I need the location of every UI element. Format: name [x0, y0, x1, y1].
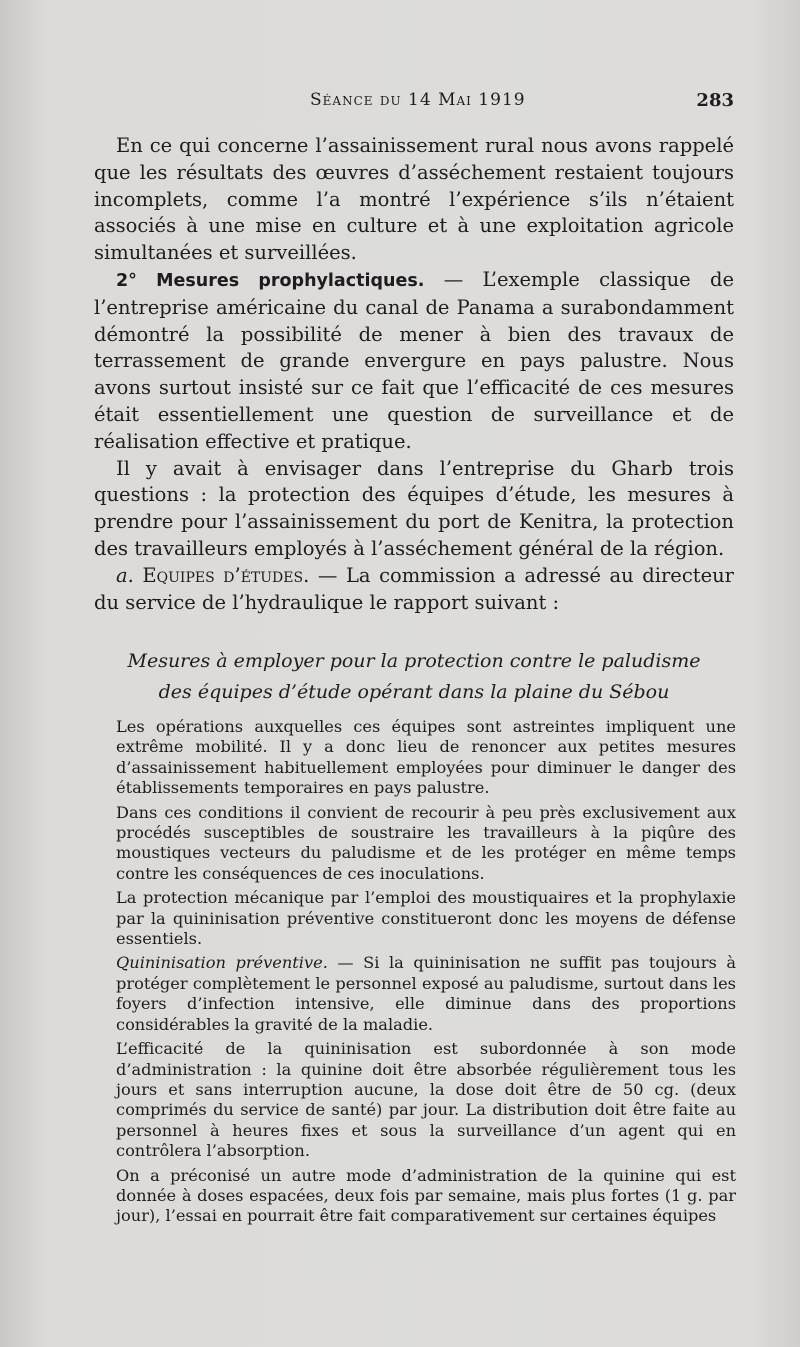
- paragraph-prophylactic-text: — L’exemple classique de l’entreprise américaine du canal de Panama a surabondamment démontré la possibilité de mener à bien des travaux de terrassement de grande envergure en pays palustre. Nous avons surtout insisté sur ce fait que l’efficacité de ces mesures était essentiellement une question de surveillance et de réalisation effective et pratique.: [94, 267, 734, 453]
- report-paragraph-alternative-dosing: On a préconisé un autre mode d’administration de la quinine qui est donnée à doses espacées, deux fois par semaine, mais plus fortes (1 g. par jour), l’essai en pourrait être fait comparativement sur certaines équipes: [116, 1165, 736, 1226]
- subsection-heading-study-teams: Equipes d’études.: [133, 563, 310, 587]
- report-paragraph-quininisation-text: — Si la quininisation ne suffit pas toujours à protéger complètement le personnel exposé au paludisme, surtout dans les foyers d’infection intensive, elle diminue dans des proportions considérables la gravité de la maladie.: [116, 953, 736, 1034]
- report-paragraph-mobility: Les opérations auxquelles ces équipes sont astreintes impliquent une extrême mobilité. Il y a donc lieu de renoncer aux petites mesures d’assainissement habituellement employées pour diminuer le danger des établissements temporaires en pays palustre.: [116, 717, 736, 798]
- report-paragraph-efficacy: L’efficacité de la quininisation est subordonnée à son mode d’administration : la quinine doit être absorbée régulièrement tous les jours et sans interruption aucune, la dose doit être de 50 cg. (deux comprimés du service de santé) par jour. La distribution doit être faite au personnel à heures fixes et sous la surveillance d’un agent qui en contrôlera l’absorption.: [116, 1039, 736, 1161]
- paragraph-rural-sanitation: En ce qui concerne l’assainissement rural nous avons rappelé que les résultats des œuvres d’asséchement restaient toujours incomplets, comme l’a montré l’expérience s’ils n’étaient associés à une mise en culture et à une exploitation agricole simultanées et surveillées.: [94, 134, 734, 265]
- main-text: [94, 133, 734, 616]
- paragraph-three-questions: Il y avait à envisager dans l’entreprise du Gharb trois questions : la protection des équipes d’étude, les mesures à prendre pour l’assainissement du port de Kenitra, la protection des travailleurs employés à l’asséchement général de la région.: [94, 456, 734, 560]
- running-head: Séance du 14 Mai 1919: [310, 90, 526, 110]
- paragraph-study-teams-text: — La commission a adressé au directeur du service de l’hydraulique le rapport suivant :: [94, 563, 734, 614]
- report-paragraph-conditions: Dans ces conditions il convient de recourir à peu près exclusivement aux procédés susceptibles de soustraire les travailleurs à la piqûre des moustiques vecteurs du paludisme et de les protéger en même temps contre les conséquences de ces inoculations.: [116, 802, 736, 883]
- report-text: [116, 717, 736, 1227]
- section-heading-prophylactic: 2° Mesures prophylactiques.: [116, 270, 425, 291]
- paragraph-study-teams: [94, 563, 734, 617]
- page-number: 283: [696, 90, 734, 111]
- paragraph-prophylactic-measures: [94, 267, 734, 456]
- subsection-letter: a.: [116, 563, 134, 587]
- report-title-line-2: des équipes d’étude opérant dans la plaine du Sébou: [158, 681, 670, 703]
- report-paragraph-mechanical-protection: La protection mécanique par l’emploi des moustiquaires et la prophylaxie par la quininisation préventive constitueront donc les moyens de défense essentiels.: [116, 888, 736, 949]
- report-paragraph-quininisation: [116, 953, 736, 1035]
- report-title-line-1: Mesures à employer pour la protection contre le paludisme: [127, 650, 701, 672]
- page-header: [0, 90, 800, 116]
- report-subheading-quininisation: Quininisation préventive.: [116, 953, 328, 973]
- report-title: [94, 646, 734, 708]
